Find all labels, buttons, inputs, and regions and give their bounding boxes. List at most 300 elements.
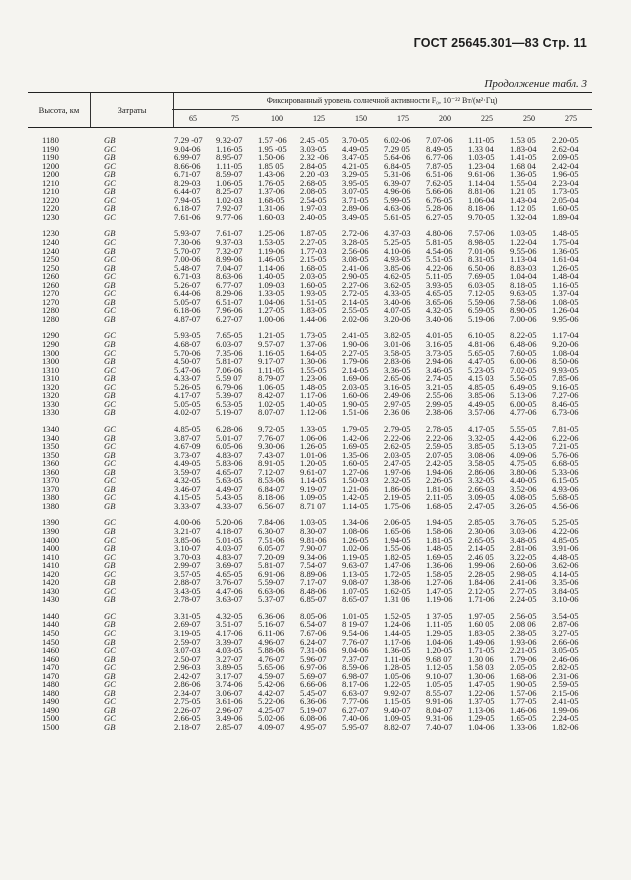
value-cell: 3.01-06 — [384, 339, 411, 350]
value-cell: 2.62-05 — [384, 441, 411, 452]
value-cell: 2.96-03 — [174, 662, 201, 673]
cost-cell: GB — [104, 390, 116, 401]
value-cell: 7.61-07 — [216, 228, 243, 239]
value-cell: 7.96-06 — [216, 305, 243, 316]
value-cell: 4.83-07 — [216, 551, 243, 562]
value-cell: 3.70-03 — [174, 551, 201, 562]
value-cell: 9.34-06 — [300, 551, 327, 562]
value-cell: 3.39-07 — [216, 636, 243, 647]
value-cell: 5.13-05 — [510, 441, 537, 452]
table-row — [28, 408, 592, 417]
value-cell: 2.20 -03 — [300, 169, 329, 180]
cost-cell: GB — [104, 169, 116, 180]
value-cell: 1.82-06 — [552, 722, 579, 732]
value-cell: 1.41-05 — [510, 152, 537, 163]
value-cell: 4.96-07 — [258, 636, 285, 647]
value-cell: 6.03-05 — [468, 279, 495, 290]
value-cell: 8.30-07 — [300, 525, 327, 536]
altitude-cell: 1230 — [42, 211, 60, 222]
value-cell: 9.91-06 — [426, 696, 453, 707]
value-cell: 7.04-07 — [216, 262, 243, 273]
cost-cell: GC — [104, 458, 116, 469]
value-cell: 6.84-05 — [384, 160, 411, 171]
value-cell: 1.62-05 — [384, 585, 411, 596]
value-cell: 5.63-05 — [216, 475, 243, 486]
value-cell: 5.25-05 — [384, 237, 411, 248]
value-cell: 7.00-06 — [174, 254, 201, 265]
value-cell: 7.87-05 — [426, 160, 453, 171]
altitude-cell: 1410 — [42, 560, 60, 571]
cost-cell: GB — [104, 449, 116, 460]
value-cell: 2.14-05 — [342, 364, 369, 375]
value-cell: 1.46-06 — [510, 704, 537, 715]
value-cell: 3.35-06 — [552, 577, 579, 588]
value-cell: 2.72-05 — [342, 288, 369, 299]
value-cell: 6.59-05 — [468, 305, 495, 316]
value-cell: 2.81-06 — [510, 543, 537, 554]
value-cell: 3.32-05 — [468, 432, 495, 443]
cost-cell: GB — [104, 687, 116, 698]
value-cell: 6.51-06 — [426, 169, 453, 180]
value-cell: 1.03-05 — [510, 228, 537, 239]
value-cell: 3.93-05 — [426, 279, 453, 290]
value-cell: 3.58-05 — [468, 458, 495, 469]
value-cell: 1.12 05 — [510, 203, 536, 214]
value-cell: 3.16-05 — [426, 339, 453, 350]
value-cell: 5.28-06 — [426, 203, 453, 214]
altitude-cell: 1410 — [42, 551, 60, 562]
value-cell: 2.23-04 — [552, 177, 579, 188]
value-cell: 7.90-07 — [300, 543, 327, 554]
value-cell: 4.49-05 — [174, 458, 201, 469]
altitude-cell: 1180 — [42, 135, 59, 145]
cost-cell: GB — [104, 262, 116, 273]
altitude-cell: 1200 — [42, 169, 60, 180]
value-cell: 4.93-06 — [552, 483, 579, 494]
value-cell: 1.11-05 — [426, 619, 453, 630]
value-cell: 7.69-05 — [468, 271, 495, 282]
value-cell: 1.19-06 — [258, 245, 285, 256]
value-cell: 6.18-06 — [174, 305, 201, 316]
value-cell: 6.54-07 — [300, 619, 327, 630]
value-cell: 1.48-05 — [426, 543, 453, 554]
value-cell: 3.07-03 — [174, 645, 201, 656]
cost-cell: GB — [104, 722, 116, 732]
value-cell: 2.32 -06 — [300, 152, 329, 163]
value-cell: 6.44-06 — [174, 288, 201, 299]
value-cell: 9.40-07 — [384, 704, 411, 715]
value-cell: 3.49-06 — [216, 713, 243, 724]
value-cell: 7.40-06 — [342, 713, 369, 724]
value-cell: 4.85-05 — [552, 534, 579, 545]
cost-cell: GC — [104, 551, 116, 562]
value-cell: 2.18-07 — [174, 722, 201, 732]
altitude-cell: 1250 — [42, 254, 60, 265]
value-cell: 1.79-06 — [510, 653, 537, 664]
value-cell: 5.70-06 — [174, 347, 201, 358]
value-cell: 1.85 05 — [258, 160, 284, 171]
row-group — [28, 518, 592, 603]
value-cell: 8.66-06 — [174, 160, 201, 171]
cost-cell: GB — [104, 594, 116, 605]
value-cell: 3.52-06 — [510, 483, 537, 494]
value-cell: 8.82-07 — [384, 722, 411, 732]
cost-cell: GC — [104, 305, 116, 316]
altitude-cell: 1300 — [42, 347, 60, 358]
value-cell: 6.77-06 — [426, 152, 453, 163]
value-cell: 9.10-07 — [426, 670, 453, 681]
value-cell: 8.18-06 — [258, 492, 285, 503]
value-cell: 1.16-05 — [258, 347, 285, 358]
value-cell: 6.27-05 — [426, 211, 453, 222]
value-cell: 8.04-07 — [426, 704, 453, 715]
value-cell: 1.14-05 — [300, 475, 327, 486]
value-cell: 9.61-07 — [300, 466, 327, 477]
value-cell: 6.10-05 — [468, 330, 495, 341]
value-cell: 2.56-06 — [342, 245, 369, 256]
cost-cell: GB — [104, 296, 116, 307]
value-cell: 1.15-05 — [384, 696, 411, 707]
row-group — [28, 612, 592, 732]
value-cell: 8.65-07 — [342, 594, 369, 605]
altitude-cell: 1190 — [42, 143, 59, 154]
value-cell: 7.84-06 — [258, 517, 285, 528]
value-cell: 1.83-04 — [510, 143, 537, 154]
value-cell: 2.15-05 — [300, 254, 327, 265]
table-row — [28, 502, 592, 511]
value-cell: 2.27-05 — [300, 237, 327, 248]
value-cell: 1.99-06 — [552, 704, 579, 715]
value-cell: 4.87-07 — [174, 313, 201, 324]
value-cell: 1.21 05 — [510, 186, 536, 197]
value-cell: 1.58-05 — [426, 568, 453, 579]
value-cell: 4.09-07 — [258, 722, 285, 732]
cost-cell: GB — [104, 466, 116, 477]
page-header: ГОСТ 25645.301—83 Стр. 11 — [413, 36, 587, 50]
value-cell: 1.30 06 — [468, 653, 494, 664]
value-cell: 2.40-05 — [300, 211, 327, 222]
value-cell: 1.90-05 — [342, 398, 369, 409]
value-cell: 6.73-06 — [552, 407, 579, 418]
value-cell: 1.68-05 — [258, 194, 285, 205]
value-cell: 1.23-04 — [468, 160, 495, 171]
value-cell: 2.59-05 — [552, 679, 579, 690]
value-cell: 1.08-06 — [342, 525, 369, 536]
value-cell: 5.68-05 — [552, 492, 579, 503]
value-cell: 2.65-05 — [468, 534, 495, 545]
cost-cell: GB — [104, 152, 116, 163]
altitude-cell: 1420 — [42, 577, 60, 588]
value-cell: 3.59-07 — [174, 466, 201, 477]
value-cell: 3.73-07 — [174, 449, 201, 460]
altitude-cell: 1320 — [42, 381, 60, 392]
value-cell: 1.13-04 — [510, 254, 537, 265]
value-cell: 4.17-06 — [216, 627, 243, 638]
value-cell: 8.81-06 — [468, 186, 495, 197]
value-cell: 6.79-06 — [216, 381, 243, 392]
value-cell: 3.49-05 — [342, 211, 369, 222]
value-cell: 7.61-06 — [174, 211, 201, 222]
value-cell: 1.02-03 — [216, 194, 243, 205]
value-cell: 3.28-05 — [342, 237, 369, 248]
value-cell: 6.56-07 — [258, 500, 285, 511]
value-cell: 2.22-06 — [384, 432, 411, 443]
value-cell: 1.16-05 — [552, 279, 579, 290]
value-cell: 3.84-05 — [552, 585, 579, 596]
altitude-cell: 1270 — [42, 288, 60, 299]
value-cell: 4.62-05 — [384, 271, 411, 282]
value-cell: 1.31 06 — [384, 594, 410, 605]
value-cell: 5.01-05 — [216, 534, 243, 545]
value-cell: 5.23-05 — [468, 364, 495, 375]
table-body — [28, 136, 592, 732]
value-cell: 1.11-05 — [258, 364, 285, 375]
value-cell: 6.39-07 — [384, 177, 411, 188]
cost-cell: GC — [104, 534, 116, 545]
value-cell: 1.36-05 — [384, 645, 411, 656]
value-cell: 1.02-06 — [342, 543, 369, 554]
altitude-cell: 1500 — [42, 713, 60, 724]
value-cell: 2.32-05 — [384, 475, 411, 486]
value-cell: 3.65-06 — [426, 296, 453, 307]
value-cell: 4.02-07 — [174, 407, 201, 418]
value-cell: 8.42-07 — [258, 390, 285, 401]
altitude-cell: 1500 — [42, 722, 60, 732]
altitude-cell: 1300 — [42, 356, 60, 367]
value-cell: 7.35-06 — [216, 347, 243, 358]
value-cell: 7.54-07 — [300, 560, 327, 571]
altitude-cell: 1220 — [42, 194, 60, 205]
value-cell: 1.51-05 — [300, 296, 327, 307]
value-cell: 5.39-07 — [216, 390, 243, 401]
value-cell: 1.26-05 — [300, 441, 327, 452]
value-cell: 9.81-06 — [300, 534, 327, 545]
value-cell: 6.51-07 — [216, 296, 243, 307]
value-cell: 1.55-06 — [384, 543, 411, 554]
value-cell: 2.34-07 — [174, 687, 201, 698]
altitude-cell: 1460 — [42, 653, 60, 664]
altitude-cell: 1250 — [42, 262, 60, 273]
value-cell: 9.04-06 — [342, 645, 369, 656]
value-cell: 5.93-07 — [174, 228, 201, 239]
altitude-cell: 1260 — [42, 279, 60, 290]
altitude-cell: 1440 — [42, 610, 60, 621]
value-cell: 8.83-03 — [510, 262, 537, 273]
cost-cell: GB — [104, 500, 116, 511]
value-cell: 6.11-06 — [258, 627, 285, 638]
value-cell: 2.84-05 — [300, 160, 327, 171]
value-cell: 4.32-05 — [426, 305, 453, 316]
value-cell: 1.51-06 — [342, 407, 369, 418]
value-cell: 1.03-05 — [468, 152, 495, 163]
value-cell: 1.72-05 — [384, 568, 411, 579]
value-cell: 3.51-07 — [216, 619, 243, 630]
value-cell: 4.93-05 — [384, 254, 411, 265]
row-group — [28, 136, 592, 221]
value-cell: 1.36-06 — [426, 560, 453, 571]
value-cell: 5.20-06 — [216, 517, 243, 528]
value-cell: 6.27-07 — [342, 704, 369, 715]
value-cell: 9.55-06 — [510, 245, 537, 256]
value-cell: 1.29-05 — [468, 713, 495, 724]
value-cell: 1.37-05 — [468, 696, 495, 707]
value-cell: 3.71-05 — [342, 194, 369, 205]
value-cell: 6.18-07 — [174, 203, 201, 214]
value-cell: 8.63-06 — [216, 271, 243, 282]
cost-cell: GC — [104, 517, 116, 528]
value-cell: 5.55-05 — [510, 423, 537, 434]
value-cell: 3.22-05 — [510, 551, 537, 562]
value-cell: 8.17-06 — [342, 679, 369, 690]
value-cell: 3.57-06 — [468, 407, 495, 418]
value-cell: 1.04-06 — [426, 636, 453, 647]
value-cell: 3.32-05 — [468, 475, 495, 486]
value-cell: 5.83-06 — [216, 458, 243, 469]
value-cell: 1.58-06 — [426, 525, 453, 536]
value-cell: 5.88-06 — [258, 645, 285, 656]
data-table — [28, 92, 592, 740]
cost-cell: GB — [104, 135, 116, 145]
value-cell: 2.90-05 — [342, 271, 369, 282]
value-cell: 3.33-07 — [174, 500, 201, 511]
value-cell: 2.50-07 — [174, 653, 201, 664]
value-cell: 1.97-03 — [300, 203, 327, 214]
value-cell: 1.33 04 — [468, 143, 494, 154]
value-cell: 1.84-06 — [468, 577, 495, 588]
value-cell: 4.63-06 — [384, 203, 411, 214]
altitude-cell: 1360 — [42, 466, 60, 477]
value-cell: 4.22-06 — [552, 525, 579, 536]
cost-cell: GB — [104, 483, 116, 494]
altitude-cell: 1390 — [42, 517, 60, 528]
value-cell: 4.25-07 — [258, 704, 285, 715]
cost-cell: GC — [104, 143, 116, 154]
flux-level-125: 125 — [313, 114, 325, 123]
value-cell: 2.47-05 — [384, 458, 411, 469]
value-cell: 4.68-07 — [174, 339, 201, 350]
cost-cell: GB — [104, 203, 116, 214]
value-cell: 1.19-05 — [342, 551, 369, 562]
value-cell: 5.22-06 — [258, 696, 285, 707]
value-cell: 8.79-07 — [258, 373, 285, 384]
value-cell: 3.69-07 — [216, 560, 243, 571]
value-cell: 8.18-06 — [468, 203, 495, 214]
altitude-cell: 1450 — [42, 627, 60, 638]
value-cell: 2.05-04 — [552, 194, 579, 205]
value-cell: 3.91-06 — [552, 543, 579, 554]
value-cell: 6.85-07 — [300, 594, 327, 605]
altitude-cell: 1380 — [42, 492, 60, 503]
value-cell: 8.95-07 — [216, 152, 243, 163]
value-cell: 2.78-07 — [174, 594, 201, 605]
altitude-cell: 1230 — [42, 228, 60, 239]
cost-cell: GC — [104, 475, 116, 486]
value-cell: 4.85-05 — [468, 381, 495, 392]
value-cell: 4.47-05 — [468, 356, 495, 367]
value-cell: 9.20-06 — [552, 339, 579, 350]
value-cell: 1.21-05 — [258, 330, 285, 341]
value-cell: 7.40-07 — [426, 722, 453, 732]
value-cell: 1.14-05 — [342, 500, 369, 511]
value-cell: 4.65-05 — [216, 568, 243, 579]
value-cell: 1.09-05 — [300, 492, 327, 503]
value-cell: 1.77-05 — [510, 696, 537, 707]
value-cell: 4.59-07 — [258, 670, 285, 681]
value-cell: 2.08-05 — [300, 186, 327, 197]
value-cell: 2.20-05 — [552, 135, 579, 145]
altitude-cell: 1480 — [42, 679, 60, 690]
value-cell: 3.63-07 — [216, 594, 243, 605]
value-cell: 8.49-05 — [426, 143, 453, 154]
value-cell: 2.24-05 — [510, 594, 537, 605]
altitude-cell: 1350 — [42, 441, 60, 452]
value-cell: 9.32-07 — [216, 135, 243, 145]
value-cell: 1.40-05 — [258, 271, 285, 282]
value-cell: 1.73-05 — [300, 330, 327, 341]
value-cell: 2.96-07 — [216, 704, 243, 715]
value-cell: 6.71-03 — [174, 271, 201, 282]
value-cell: 9.93-05 — [552, 364, 579, 375]
value-cell: 1.64-05 — [300, 347, 327, 358]
value-cell: 7.62-05 — [426, 177, 453, 188]
value-cell: 2.77-05 — [510, 585, 537, 596]
value-cell: 1.44-05 — [384, 627, 411, 638]
value-cell: 5.65-05 — [468, 347, 495, 358]
value-cell: 3.61-06 — [216, 696, 243, 707]
value-cell: 4.00-06 — [174, 517, 201, 528]
value-cell: 5.81-07 — [258, 560, 285, 571]
value-cell: 6.63-06 — [258, 585, 285, 596]
value-cell: 2.07-05 — [426, 449, 453, 460]
value-cell: 6.36-06 — [300, 696, 327, 707]
value-cell: 9.17-07 — [258, 356, 285, 367]
value-cell: 3.08-06 — [468, 449, 495, 460]
value-cell: 8.90-05 — [510, 305, 537, 316]
value-cell: 1.52-05 — [384, 610, 411, 621]
value-cell: 9.72-05 — [258, 423, 285, 434]
value-cell: 3.03-06 — [510, 525, 537, 536]
value-cell: 5.51-05 — [426, 254, 453, 265]
value-cell: 5.59-06 — [468, 296, 495, 307]
value-cell: 1.71-05 — [468, 645, 495, 656]
value-cell: 1.95 -05 — [258, 143, 287, 154]
value-cell: 1.36-05 — [510, 169, 537, 180]
value-cell: 4.33-05 — [384, 288, 411, 299]
value-cell: 1.97-05 — [468, 610, 495, 621]
value-cell: 1.43-06 — [258, 169, 285, 180]
value-cell: 7.32-07 — [216, 245, 243, 256]
value-cell: 1.12-05 — [426, 662, 453, 673]
value-cell: 8.48-06 — [300, 585, 327, 596]
cost-cell: GC — [104, 627, 116, 638]
cost-cell: GB — [104, 245, 116, 256]
value-cell: 3.10-07 — [174, 543, 201, 554]
value-cell: 1.73-05 — [552, 186, 579, 197]
value-cell: 1.97-06 — [384, 466, 411, 477]
value-cell: 6.48-06 — [510, 339, 537, 350]
value-cell: 7.92-07 — [216, 203, 243, 214]
value-cell: 2.26-05 — [426, 475, 453, 486]
value-cell: 5.59 07 — [216, 373, 242, 384]
value-cell: 8.99-06 — [216, 254, 243, 265]
value-cell: 2.03-05 — [384, 449, 411, 460]
value-cell: 1.68-06 — [510, 670, 537, 681]
cost-cell: GC — [104, 645, 116, 656]
value-cell: 1.11-05 — [216, 160, 243, 171]
altitude-cell: 1390 — [42, 525, 60, 536]
value-cell: 4.40-05 — [510, 475, 537, 486]
value-cell: 7.31-06 — [300, 645, 327, 656]
